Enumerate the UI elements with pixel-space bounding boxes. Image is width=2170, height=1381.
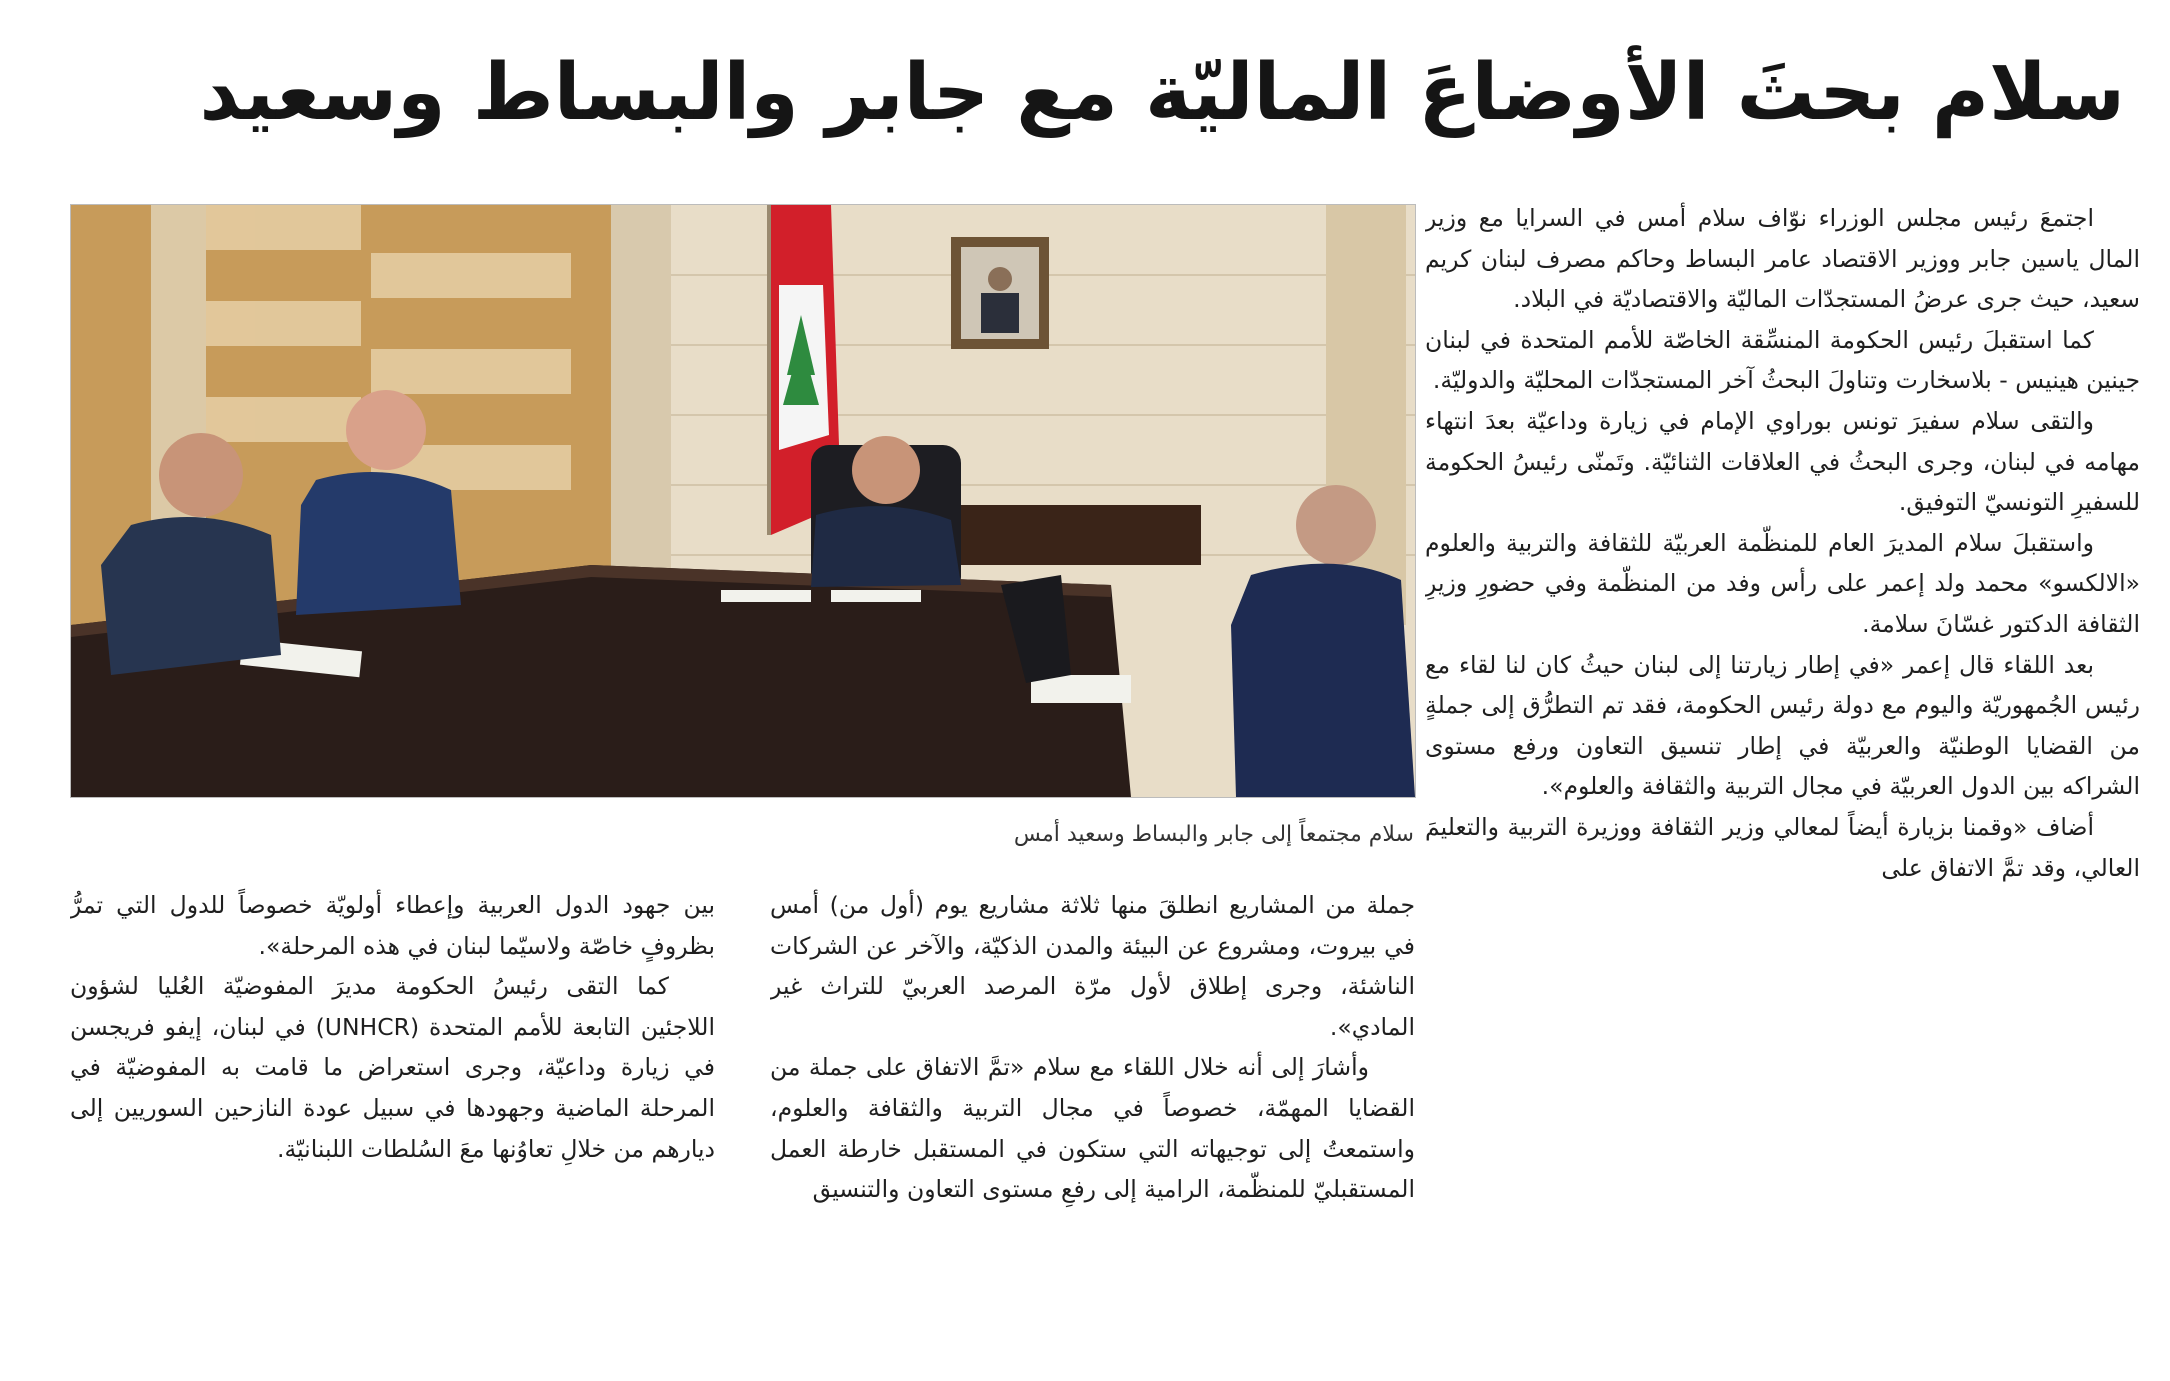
paragraph: أضاف «وقمنا بزيارة أيضاً لمعالي وزير الثقافة ووزيرة التربية والتعليمَ العالي، وقد تمَّ الاتفاق على bbox=[1425, 812, 2140, 882]
paragraph: اجتمعَ رئيس مجلس الوزراء نوّاف سلام أمس في السرايا مع وزير المال ياسين جابر ووزير الاقتصاد عامر البساط وحاكم مصرف لبنان كريم سعيد، حيث جرى عرضُ المستجدّات الماليّة والاقتصاديّة في البلاد. bbox=[1425, 204, 2140, 314]
paragraph: كما استقبلَ رئيس الحكومة المنسِّقة الخاصّة للأمم المتحدة في لبنان جينين هينيس - بلاسخارت وتناولَ البحثُ آخر المستجدّات المحليّة والدوليّة. bbox=[1425, 325, 2140, 395]
news-photo bbox=[70, 204, 1416, 798]
paragraph: بعد اللقاء قال إعمر «في إطار زيارتنا إلى لبنان حيثُ كان لنا لقاء مع رئيس الجُمهوريّة واليوم مع دولة رئيس الحكومة، فقد تم التطرُّق إلى جملةٍ من القضايا الوطنيّة والعربيّة في إطار تنسيق التعاون ورفع مستوى الشراكه بين الدول العربيّة في مجال التربية والثقافة والعلوم». bbox=[1425, 650, 2140, 801]
paragraph: جملة من المشاريع انطلقَ منها ثلاثة مشاريع يوم (أول من) أمس في بيروت، ومشروع عن البيئة والمدن الذكيّة، والآخر عن الشركات الناشئة، وجرى إطلاق لأول مرّة المرصد العربيّ للتراث غير المادي». bbox=[770, 891, 1415, 1041]
headline: سلام بحثَ الأوضاعَ الماليّة مع جابر والبساط وسعيد bbox=[199, 48, 2125, 138]
paragraph: واستقبلَ سلام المديرَ العام للمنظّمة العربيّة للثقافة والتربية والعلوم «الالكسو» محمد ولد إعمر على رأس وفد من المنظّمة وفي حضورِ وزيرِ الثقافة الدكتور غسّانَ سلامة. bbox=[1425, 528, 2140, 638]
paragraph: كما التقى رئيسُ الحكومة مديرَ المفوضيّة العُليا لشؤون اللاجئين التابعة للأمم المتحدة (UNHCR) في لبنان، إيفو فريجسن في زيارة وداعيّة، وجرى استعراض ما قامت به المفوضيّة في المرحلة الماضية وجهودها في سبيل عودة النازحين السوريين إلى ديارهم من خلالِ تعاوُنها معَ السُلطات اللبنانيّة. bbox=[70, 972, 715, 1163]
paragraph: بين جهود الدول العربية وإعطاء أولويّة خصوصاً للدول التي تمرُّ بظروفٍ خاصّة ولاسيّما لبنان في هذه المرحلة». bbox=[70, 891, 715, 960]
photo-caption: سلام مجتمعاً إلى جابر والبساط وسعيد أمس bbox=[1013, 822, 1414, 847]
paragraph: وأشارَ إلى أنه خلال اللقاء مع سلام «تمَّ الاتفاق على جملة من القضايا المهمّة، خصوصاً في مجال التربية والثقافة والعلوم، واستمعتُ إلى توجيهاته التي ستكون في المستقبل خارطة العمل المستقبليّ للمنظّمة، الرامية إلى رفعِ مستوى التعاون والتنسيق bbox=[770, 1053, 1415, 1204]
article-column-right bbox=[1425, 198, 2140, 1303]
article-column-middle bbox=[770, 885, 1415, 1305]
article-column-left bbox=[70, 885, 715, 1305]
paragraph: والتقى سلام سفيرَ تونس بوراوي الإمام في زيارة وداعيّة بعدَ انتهاء مهامه في لبنان، وجرى البحثُ في العلاقات الثنائيّة. وتَمنّى رئيسُ الحكومة للسفيرِ التونسيّ التوفيق. bbox=[1425, 406, 2140, 517]
